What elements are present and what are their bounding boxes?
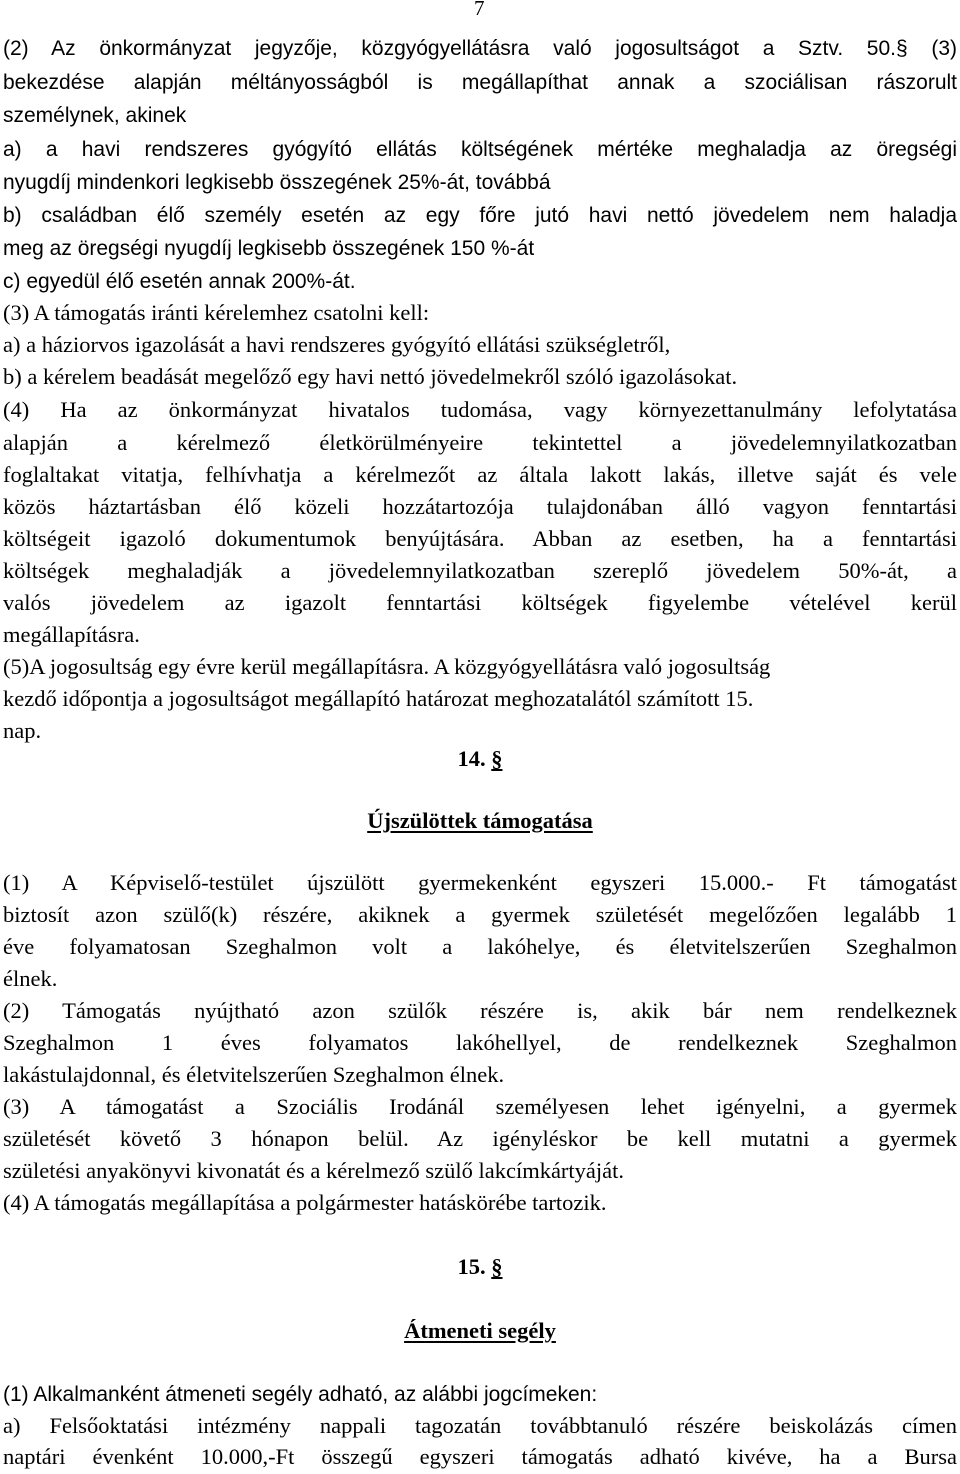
section-title: Újszülöttek támogatása xyxy=(367,808,593,833)
text-line: nap. xyxy=(3,718,42,743)
section-title-15 xyxy=(0,1320,960,1343)
text-line: biztosít azon szülő(k) részére, akiknek a gyermek születését megelőzően legalább 1 xyxy=(3,902,957,927)
text-line: b) családban élő személy esetén az egy főre jutó havi nettó jövedelem nem haladja xyxy=(3,204,957,227)
text-line: kezdő időpontja a jogosultságot megállapító határozat meghozatalától számított 15. xyxy=(3,686,754,711)
text-line: élnek. xyxy=(3,966,58,991)
section-number: 14. xyxy=(457,746,486,771)
text-line: (4) A támogatás megállapítása a polgármester hatáskörébe tartozik. xyxy=(3,1190,607,1215)
section-title-14 xyxy=(0,810,960,833)
text-line: költségeit igazoló dokumentumok benyújtására. Abban az esetben, ha a fenntartási xyxy=(3,526,957,551)
text-line: (5)A jogosultság egy évre kerül megállapításra. A közgyógyellátásra való jogosultság xyxy=(3,654,771,679)
text-line: (2) Támogatás nyújtható azon szülők részére is, akik bár nem rendelkeznek xyxy=(3,998,957,1023)
page-number: 7 xyxy=(474,0,485,20)
text-line: (4) Ha az önkormányzat hivatalos tudomása, vagy környezettanulmány lefolytatása xyxy=(3,397,957,422)
text-line: (3) A támogatás iránti kérelemhez csatolni kell: xyxy=(3,300,430,325)
section-symbol: § xyxy=(491,1254,503,1279)
text-line: bekezdése alapján méltányosságból is megállapíthat annak a szociálisan rászorult xyxy=(3,71,957,94)
text-line: a) Felsőoktatási intézmény nappali tagozatán továbbtanuló részére beiskolázás címen xyxy=(3,1413,957,1438)
text-line: költségek meghaladják a jövedelemnyilatkozatban szereplő jövedelem 50%-át, a xyxy=(3,558,957,583)
section-number: 15. xyxy=(457,1254,486,1279)
text-line: (3) A támogatást a Szociális Irodánál személyesen lehet igényelni, a gyermek xyxy=(3,1094,957,1119)
text-line: (1) Alkalmanként átmeneti segély adható, az alábbi jogcímeken: xyxy=(3,1383,598,1406)
text-line: közös háztartásban élő közeli hozzátartozója tulajdonában álló vagyon fenntartási xyxy=(3,494,957,519)
section-number-14 xyxy=(0,748,960,771)
text-line: Szeghalmon 1 éves folyamatos lakóhellyel, de rendelkeznek Szeghalmon xyxy=(3,1030,957,1055)
text-line: foglaltakat vitatja, felhívhatja a kérelmezőt az általa lakott lakás, illetve saját és vele xyxy=(3,462,957,487)
text-line: naptári évenként 10.000,-Ft összegű egyszeri támogatás adható kivéve, ha a Bursa xyxy=(3,1444,957,1469)
text-line: (1) A Képviselő-testület újszülött gyermekenként egyszeri 15.000.- Ft támogatást xyxy=(3,870,957,895)
text-line: születését követő 3 hónapon belül. Az igényléskor be kell mutatni a gyermek xyxy=(3,1126,957,1151)
text-line: megállapításra. xyxy=(3,622,140,647)
text-line: nyugdíj mindenkori legkisebb összegének 25%-át, továbbá xyxy=(3,171,551,194)
text-line: alapján a kérelmező életkörülményeire tekintettel a jövedelemnyilatkozatban xyxy=(3,430,957,455)
text-line: (2) Az önkormányzat jegyzője, közgyógyellátásra való jogosultságot a Sztv. 50.§ (3) xyxy=(3,37,957,60)
section-title: Átmeneti segély xyxy=(404,1318,556,1343)
text-line: b) a kérelem beadását megelőző egy havi nettó jövedelmekről szóló igazolásokat. xyxy=(3,364,738,389)
section-number-15 xyxy=(0,1256,960,1279)
text-line: születési anyakönyvi kivonatát és a kérelmező szülő lakcímkártyáját. xyxy=(3,1158,625,1183)
text-line: személynek, akinek xyxy=(3,104,187,127)
text-line: c) egyedül élő esetén annak 200%-át. xyxy=(3,270,356,293)
section-symbol: § xyxy=(491,746,503,771)
text-line: a) a háziorvos igazolását a havi rendszeres gyógyító ellátási szükségletről, xyxy=(3,332,671,357)
text-line: valós jövedelem az igazolt fenntartási költségek figyelembe vételével kerül xyxy=(3,590,957,615)
text-line: éve folyamatosan Szeghalmon volt a lakóhelye, és életvitelszerűen Szeghalmon xyxy=(3,934,957,959)
text-line: meg az öregségi nyugdíj legkisebb összegének 150 %-át xyxy=(3,237,535,260)
text-line: lakástulajdonnal, és életvitelszerűen Szeghalmon élnek. xyxy=(3,1062,505,1087)
text-line: a) a havi rendszeres gyógyító ellátás költségének mértéke meghaladja az öregségi xyxy=(3,138,957,161)
